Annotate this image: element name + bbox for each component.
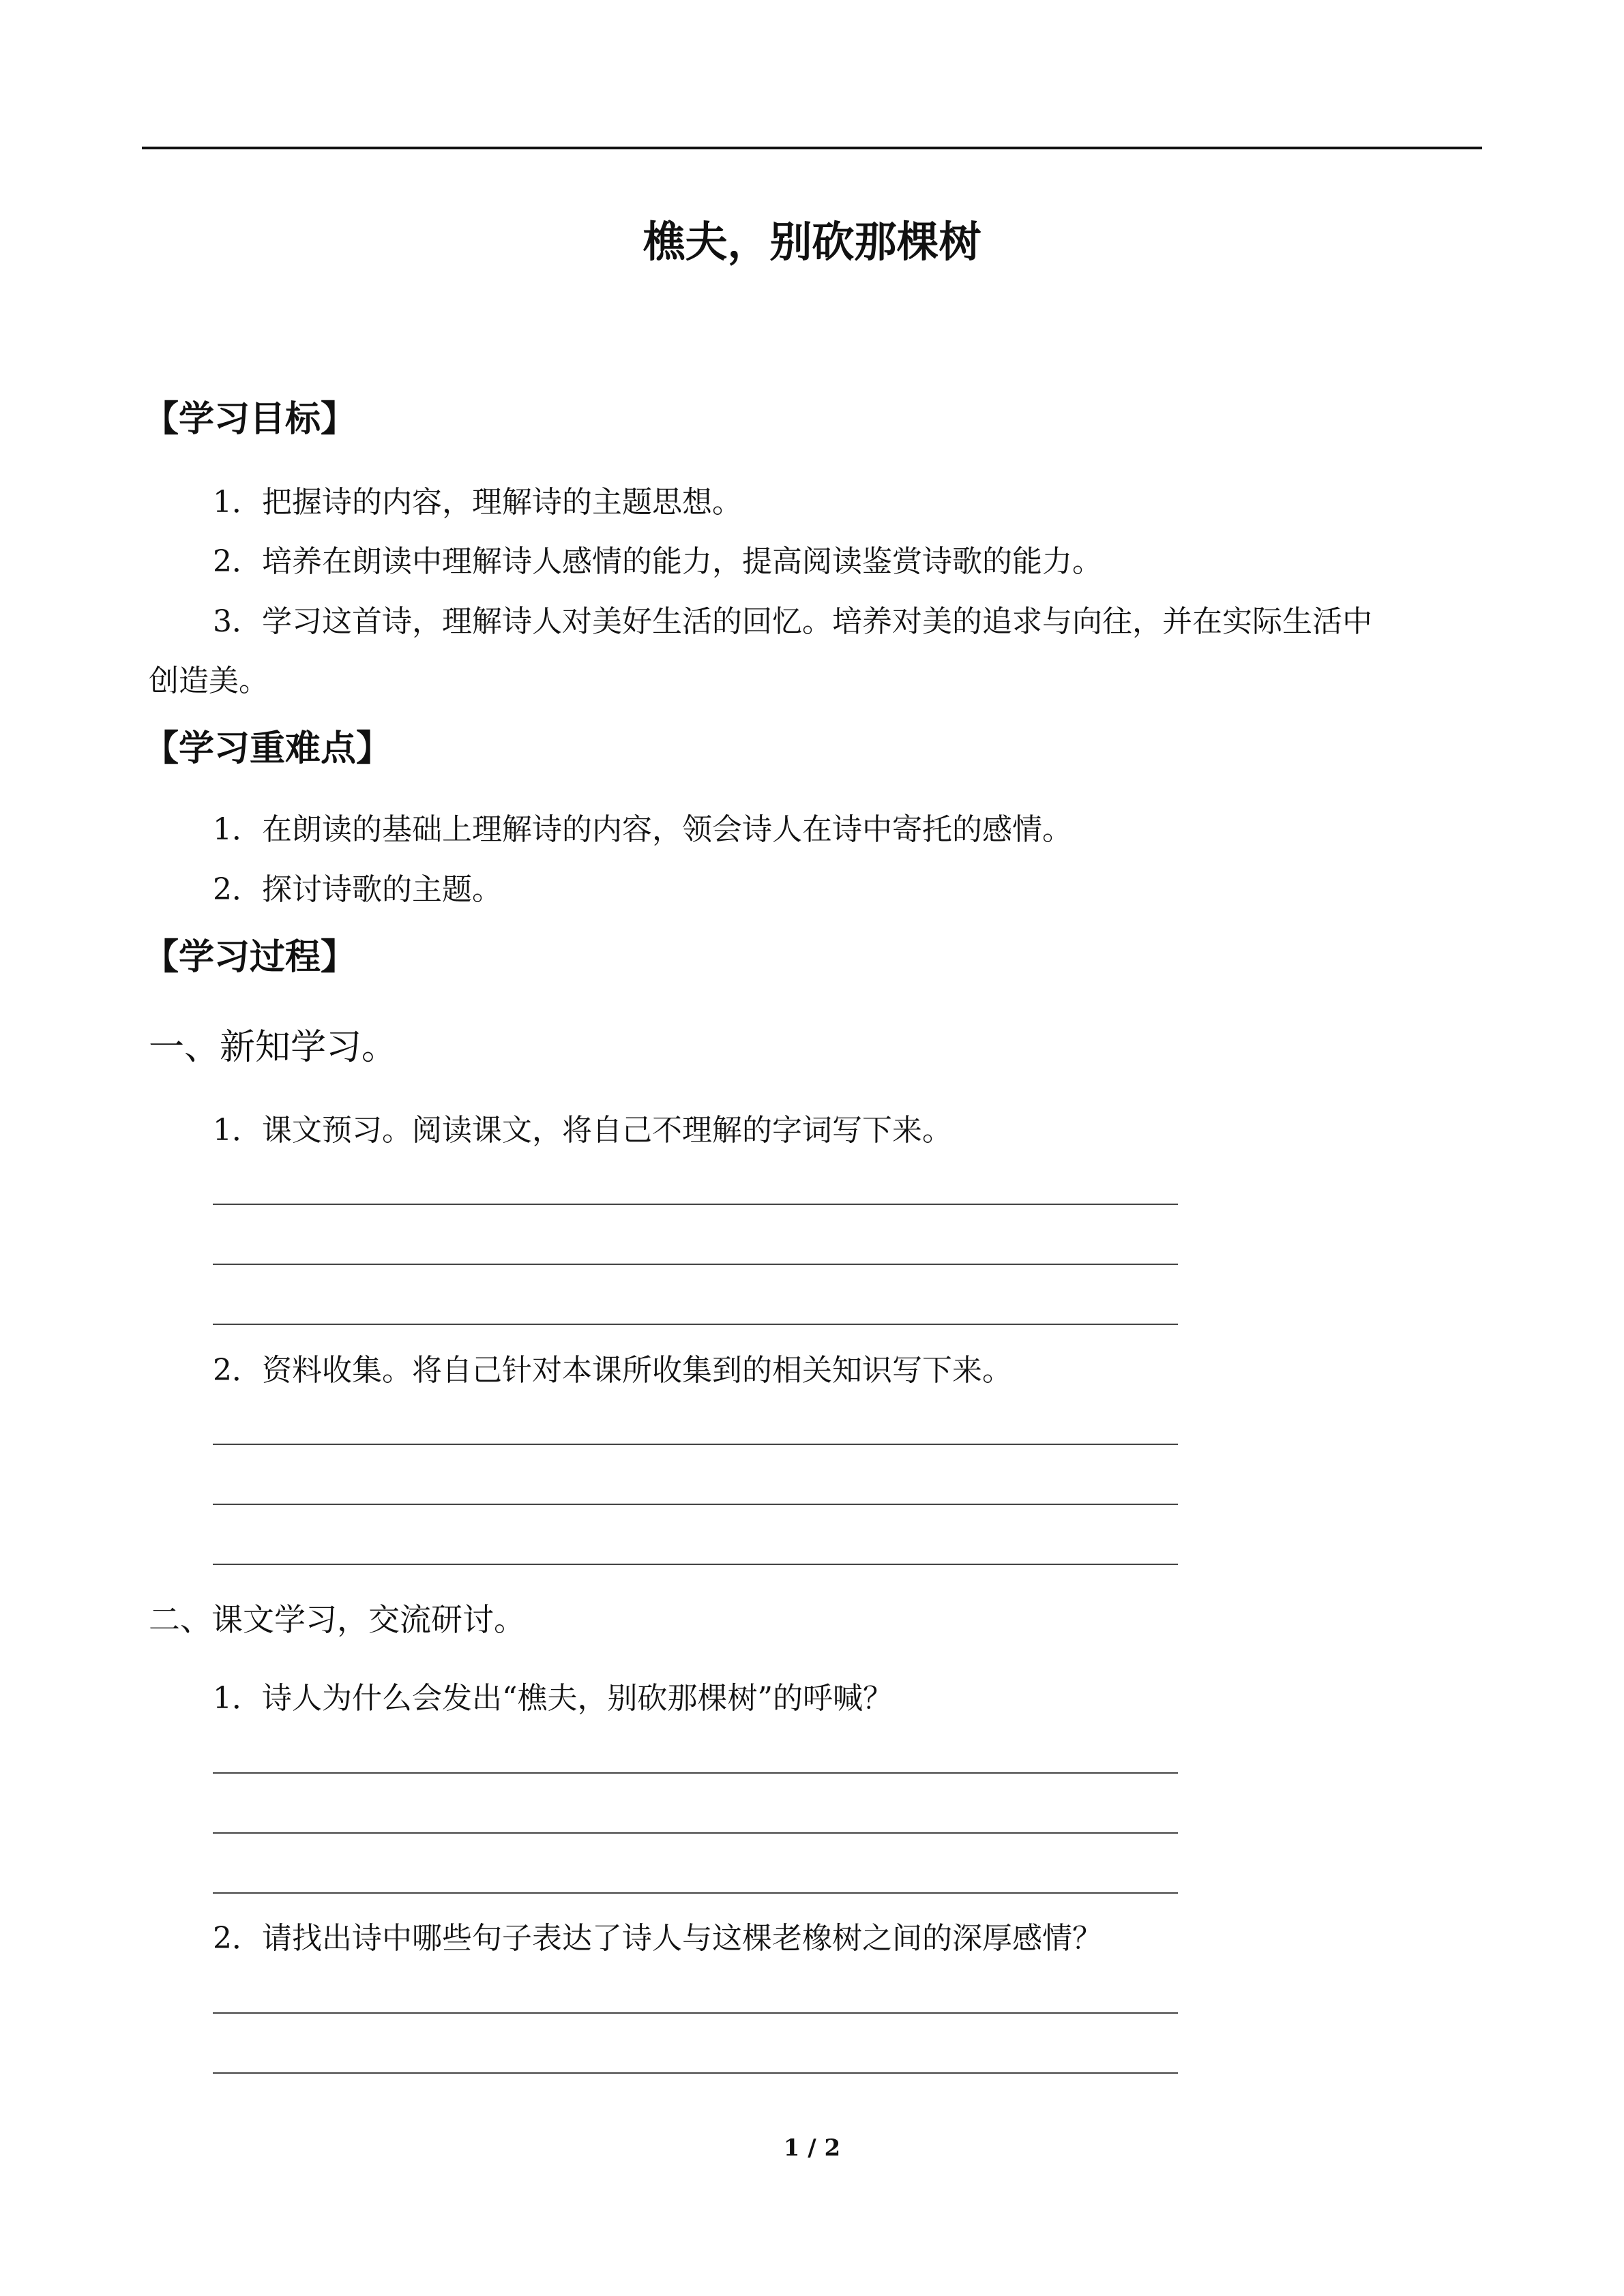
objective-item-2: 2．培养在朗读中理解诗人感情的能力，提高阅读鉴赏诗歌的能力。 xyxy=(213,544,1102,579)
header-rule xyxy=(142,147,1482,149)
answer-line[interactable] xyxy=(213,1564,1178,1565)
part1-title: 一、新知学习。 xyxy=(149,1027,398,1068)
answer-line[interactable] xyxy=(213,1504,1178,1505)
key-point-item-2: 2．探讨诗歌的主题。 xyxy=(213,872,502,907)
page-number: 1 / 2 xyxy=(783,2134,841,2162)
part2-question-1: 1．诗人为什么会发出“樵夫，别砍那棵树”的呼喊？ xyxy=(213,1681,893,1716)
document-title: 樵夫，别砍那棵树 xyxy=(643,217,981,267)
objective-item-3-continued: 创造美。 xyxy=(149,664,269,698)
key-points-heading: 【学习重难点】 xyxy=(143,728,392,769)
answer-line[interactable] xyxy=(213,1204,1178,1205)
part1-question-2: 2．资料收集。将自己针对本课所收集到的相关知识写下来。 xyxy=(213,1353,1012,1388)
objective-item-3: 3．学习这首诗，理解诗人对美好生活的回忆。培养对美的追求与向往，并在实际生活中 xyxy=(213,604,1372,639)
answer-line[interactable] xyxy=(213,1264,1178,1265)
answer-line[interactable] xyxy=(213,1324,1178,1325)
answer-line[interactable] xyxy=(213,1444,1178,1445)
answer-line[interactable] xyxy=(213,2012,1178,2014)
answer-line[interactable] xyxy=(213,1892,1178,1894)
key-point-item-1: 1．在朗读的基础上理解诗的内容，领会诗人在诗中寄托的感情。 xyxy=(213,812,1072,847)
objectives-heading: 【学习目标】 xyxy=(143,399,357,440)
objective-item-1: 1．把握诗的内容，理解诗的主题思想。 xyxy=(213,485,742,520)
part1-question-1: 1．课文预习。阅读课文，将自己不理解的字词写下来。 xyxy=(213,1113,952,1148)
answer-line[interactable] xyxy=(213,1772,1178,1774)
answer-line[interactable] xyxy=(213,1832,1178,1834)
part2-title: 二、课文学习，交流研讨。 xyxy=(149,1601,525,1638)
process-heading: 【学习过程】 xyxy=(143,937,357,978)
answer-line[interactable] xyxy=(213,2072,1178,2074)
part2-question-2: 2．请找出诗中哪些句子表达了诗人与这棵老橡树之间的深厚感情？ xyxy=(213,1921,1102,1956)
